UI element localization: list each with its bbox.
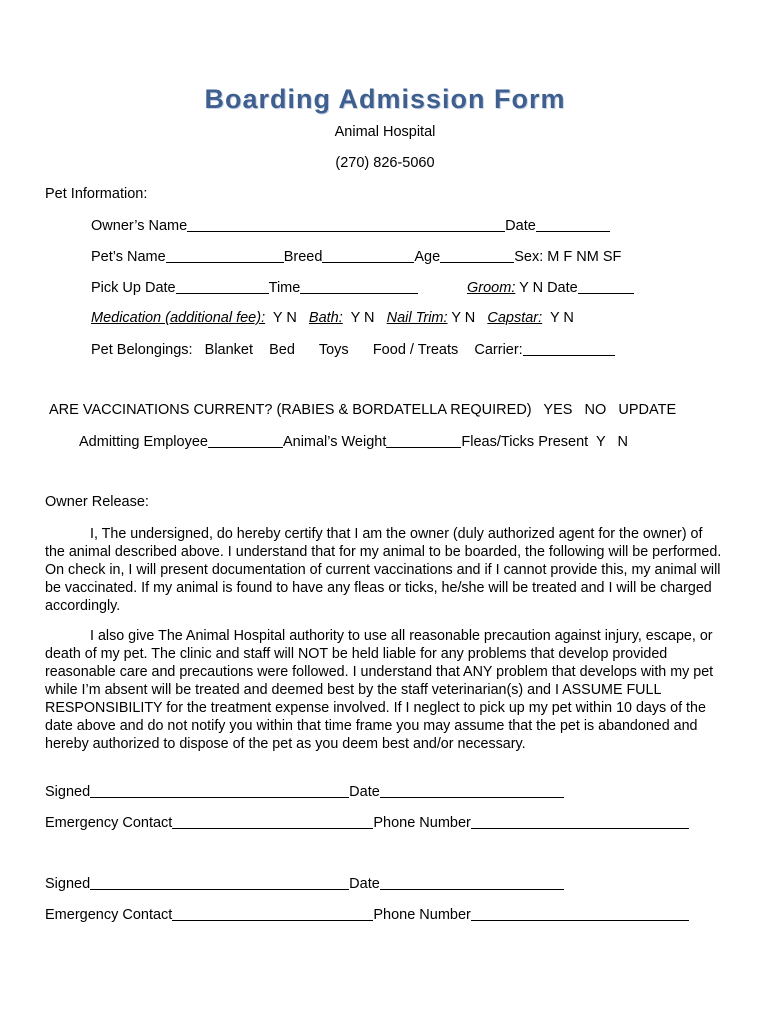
emergency-contact-label: Emergency Contact xyxy=(45,907,173,923)
breed-field[interactable] xyxy=(322,248,414,263)
pick-up-date-label: Pick Up Date xyxy=(91,280,176,296)
release-paragraph-2: I also give The Animal Hospital authority to use all reasonable precaution against injury, escape, or death of my pet. The clinic and staff will NOT be held liable for any problems that develop provided reasonable care and precautions were followed. I understand that ANY problem that develops with my pet while I’m absent will be treated and deemed best by the staff veterinarian(s) and I ASSUME FULL RESPONSIBILITY for the treatment expense involved. If I neglect to pick up my pet within 10 days of the date above and do not notify you within that time frame you may assume that the pet is abandoned and hereby authorized to dispose of the pet as you deem best and/or necessary. xyxy=(45,628,714,752)
pet-row xyxy=(91,248,621,265)
groom-label: Groom: xyxy=(467,280,516,296)
sex-options[interactable]: Sex: M F NM SF xyxy=(514,249,622,265)
release-paragraph-1: I, The undersigned, do hereby certify that I am the owner (duly authorized agent for the owner) of the animal described above. I understand that for my animal to be boarded, the following will be performed. On check in, I will present documentation of current vaccinations and if I cannot provide this, my animal will be vaccinated. If my animal is found to have any fleas or ticks, he/she will be treated and I will be charged accordingly. xyxy=(45,526,722,614)
age-field[interactable] xyxy=(440,248,514,263)
medication-options[interactable]: Y N xyxy=(272,310,297,326)
emergency-contact-field[interactable] xyxy=(172,814,373,829)
animals-weight-field[interactable] xyxy=(386,433,461,448)
employee-row xyxy=(79,433,628,450)
groom-row xyxy=(467,279,634,296)
emergency-row-2 xyxy=(45,906,689,923)
signature-date-field[interactable] xyxy=(380,783,564,798)
date-field[interactable] xyxy=(536,217,610,232)
emergency-contact-field[interactable] xyxy=(172,906,373,921)
pets-name-field[interactable] xyxy=(166,248,284,263)
groom-options[interactable]: Y N Date xyxy=(519,280,578,296)
emergency-row-1 xyxy=(45,814,689,831)
phone-number-field[interactable] xyxy=(471,814,689,829)
owner-row xyxy=(91,217,610,234)
signature-date-label: Date xyxy=(349,784,380,800)
owners-name-field[interactable] xyxy=(187,217,505,232)
nail-trim-options[interactable]: Y N xyxy=(451,310,476,326)
signed-label: Signed xyxy=(45,876,91,892)
pet-info-heading: Pet Information: xyxy=(45,186,148,202)
vaccinations-question[interactable]: ARE VACCINATIONS CURRENT? (RABIES & BORDATELLA REQUIRED) YES NO UPDATE xyxy=(49,402,677,418)
capstar-options[interactable]: Y N xyxy=(549,310,574,326)
nail-trim-label: Nail Trim: xyxy=(386,310,448,326)
signed-field[interactable] xyxy=(90,875,349,890)
hospital-name: Animal Hospital xyxy=(334,124,436,140)
signed-field[interactable] xyxy=(90,783,349,798)
time-label: Time xyxy=(268,280,301,296)
owner-release-heading: Owner Release: xyxy=(45,494,149,510)
signature-date-field[interactable] xyxy=(380,875,564,890)
date-label: Date xyxy=(505,218,536,234)
belongings-options[interactable]: Pet Belongings: Blanket Bed Toys Food / Treats Carrier: xyxy=(91,342,523,358)
pick-up-date-field[interactable] xyxy=(176,279,269,294)
signed-label: Signed xyxy=(45,784,91,800)
capstar-label: Capstar: xyxy=(487,310,543,326)
time-field[interactable] xyxy=(300,279,418,294)
medication-label: Medication (additional fee): xyxy=(91,310,266,326)
pickup-row xyxy=(91,279,418,296)
bath-label: Bath: xyxy=(308,310,343,326)
services-row xyxy=(91,310,574,326)
animals-weight-label: Animal’s Weight xyxy=(282,434,387,450)
signature-row-1 xyxy=(45,783,564,800)
phone-number-field[interactable] xyxy=(471,906,689,921)
signature-row-2 xyxy=(45,875,564,892)
breed-label: Breed xyxy=(283,249,323,265)
bath-options[interactable]: Y N xyxy=(350,310,375,326)
emergency-contact-label: Emergency Contact xyxy=(45,815,173,831)
phone-number-label: Phone Number xyxy=(373,907,471,923)
fleas-ticks-options[interactable]: Fleas/Ticks Present Y N xyxy=(461,434,628,450)
pets-name-label: Pet’s Name xyxy=(91,249,166,265)
belongings-row xyxy=(91,341,615,358)
admitting-employee-label: Admitting Employee xyxy=(79,434,208,450)
owners-name-label: Owner’s Name xyxy=(91,218,188,234)
age-label: Age xyxy=(414,249,441,265)
admitting-employee-field[interactable] xyxy=(208,433,283,448)
phone-number-label: Phone Number xyxy=(373,815,471,831)
form-title: Boarding Admission Form xyxy=(204,84,566,114)
hospital-phone: (270) 826-5060 xyxy=(335,155,435,171)
signature-date-label: Date xyxy=(349,876,380,892)
groom-date-field[interactable] xyxy=(578,279,634,294)
carrier-field[interactable] xyxy=(523,341,615,356)
